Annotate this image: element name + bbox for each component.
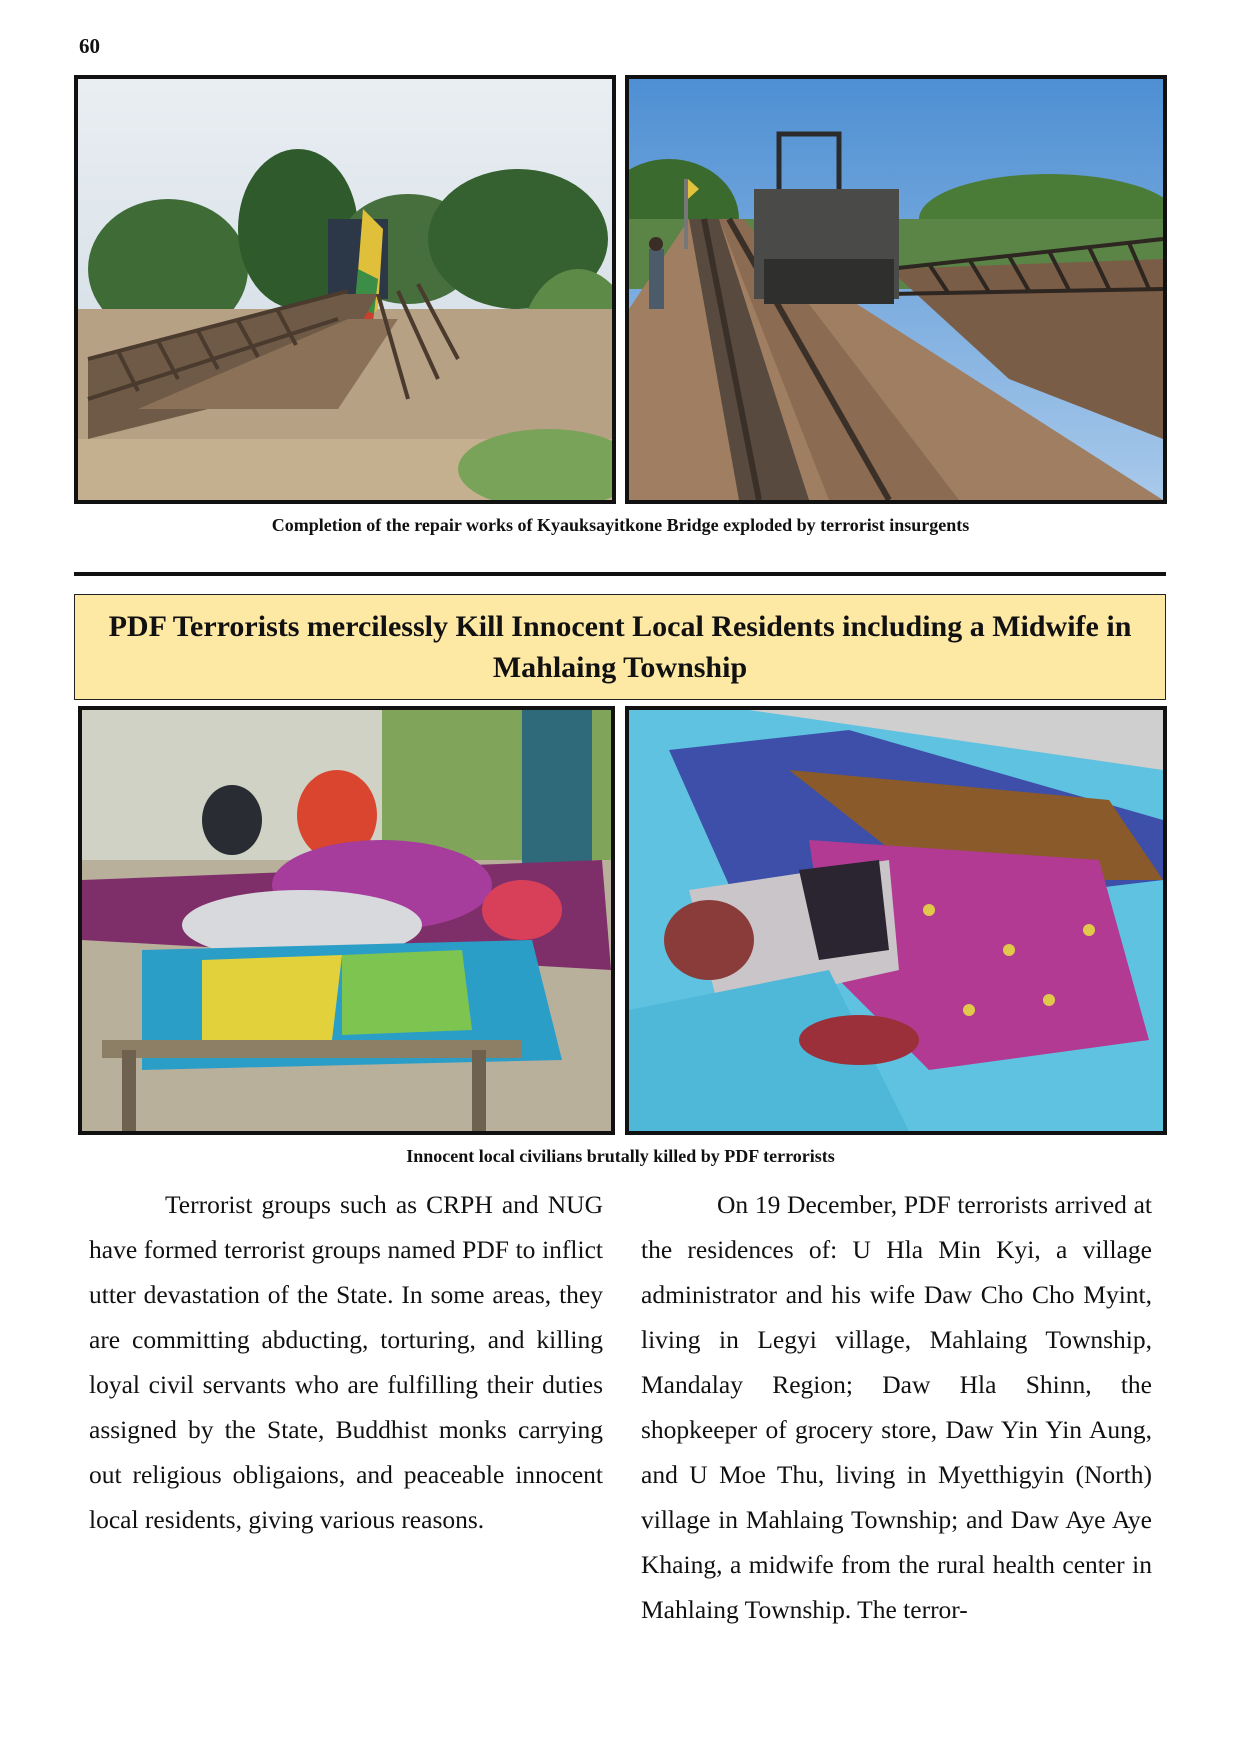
- bridge-photo-right-image: [629, 79, 1163, 500]
- bridge-photo-left-image: [78, 79, 612, 500]
- page-number: 60: [79, 34, 100, 58]
- bridge-photo-left: [74, 75, 616, 504]
- body-column-right: On 19 December, PDF terrorists arrived at the residences of: U Hla Min Kyi, a village administrator and his wife Daw Cho Cho Myint, living in Legyi village, Mahlaing Township, Mandalay Region; Daw Hla Shinn, the shopkeeper of grocery store, Daw Yin Yin Aung, and U Moe Thu, living in Myetthigyin (North) village in Mahlaing Township; and Daw Aye Aye Khaing, a midwife from the rural health center in Mahlaing Township. The terror-: [641, 1190, 1152, 1624]
- victim-photo-right-image: [629, 710, 1163, 1131]
- section-divider: [74, 572, 1166, 576]
- bridge-photo-right: [625, 75, 1167, 504]
- headline-banner: [74, 594, 1166, 700]
- victim-photo-left: [78, 706, 615, 1135]
- victim-photo-left-image: [82, 710, 611, 1131]
- body-column-left: Terrorist groups such as CRPH and NUG have formed terrorist groups named PDF to inflict utter devastation of the State. In some areas, they are committing abducting, torturing, and killing loyal civil servants who are fulfilling their duties assigned by the State, Buddhist monks carrying out religious obligaions, and peaceable innocent local residents, giving various reasons.: [89, 1190, 603, 1534]
- victim-photo-caption: Innocent local civilians brutally killed by PDF terrorists: [406, 1146, 835, 1166]
- victim-photo-right: [625, 706, 1167, 1135]
- article-headline: PDF Terrorists mercilessly Kill Innocent Local Residents including a Midwife in Mahlaing Township: [108, 610, 1132, 684]
- bridge-photo-caption: Completion of the repair works of Kyauksayitkone Bridge exploded by terrorist insurgents: [271, 515, 970, 535]
